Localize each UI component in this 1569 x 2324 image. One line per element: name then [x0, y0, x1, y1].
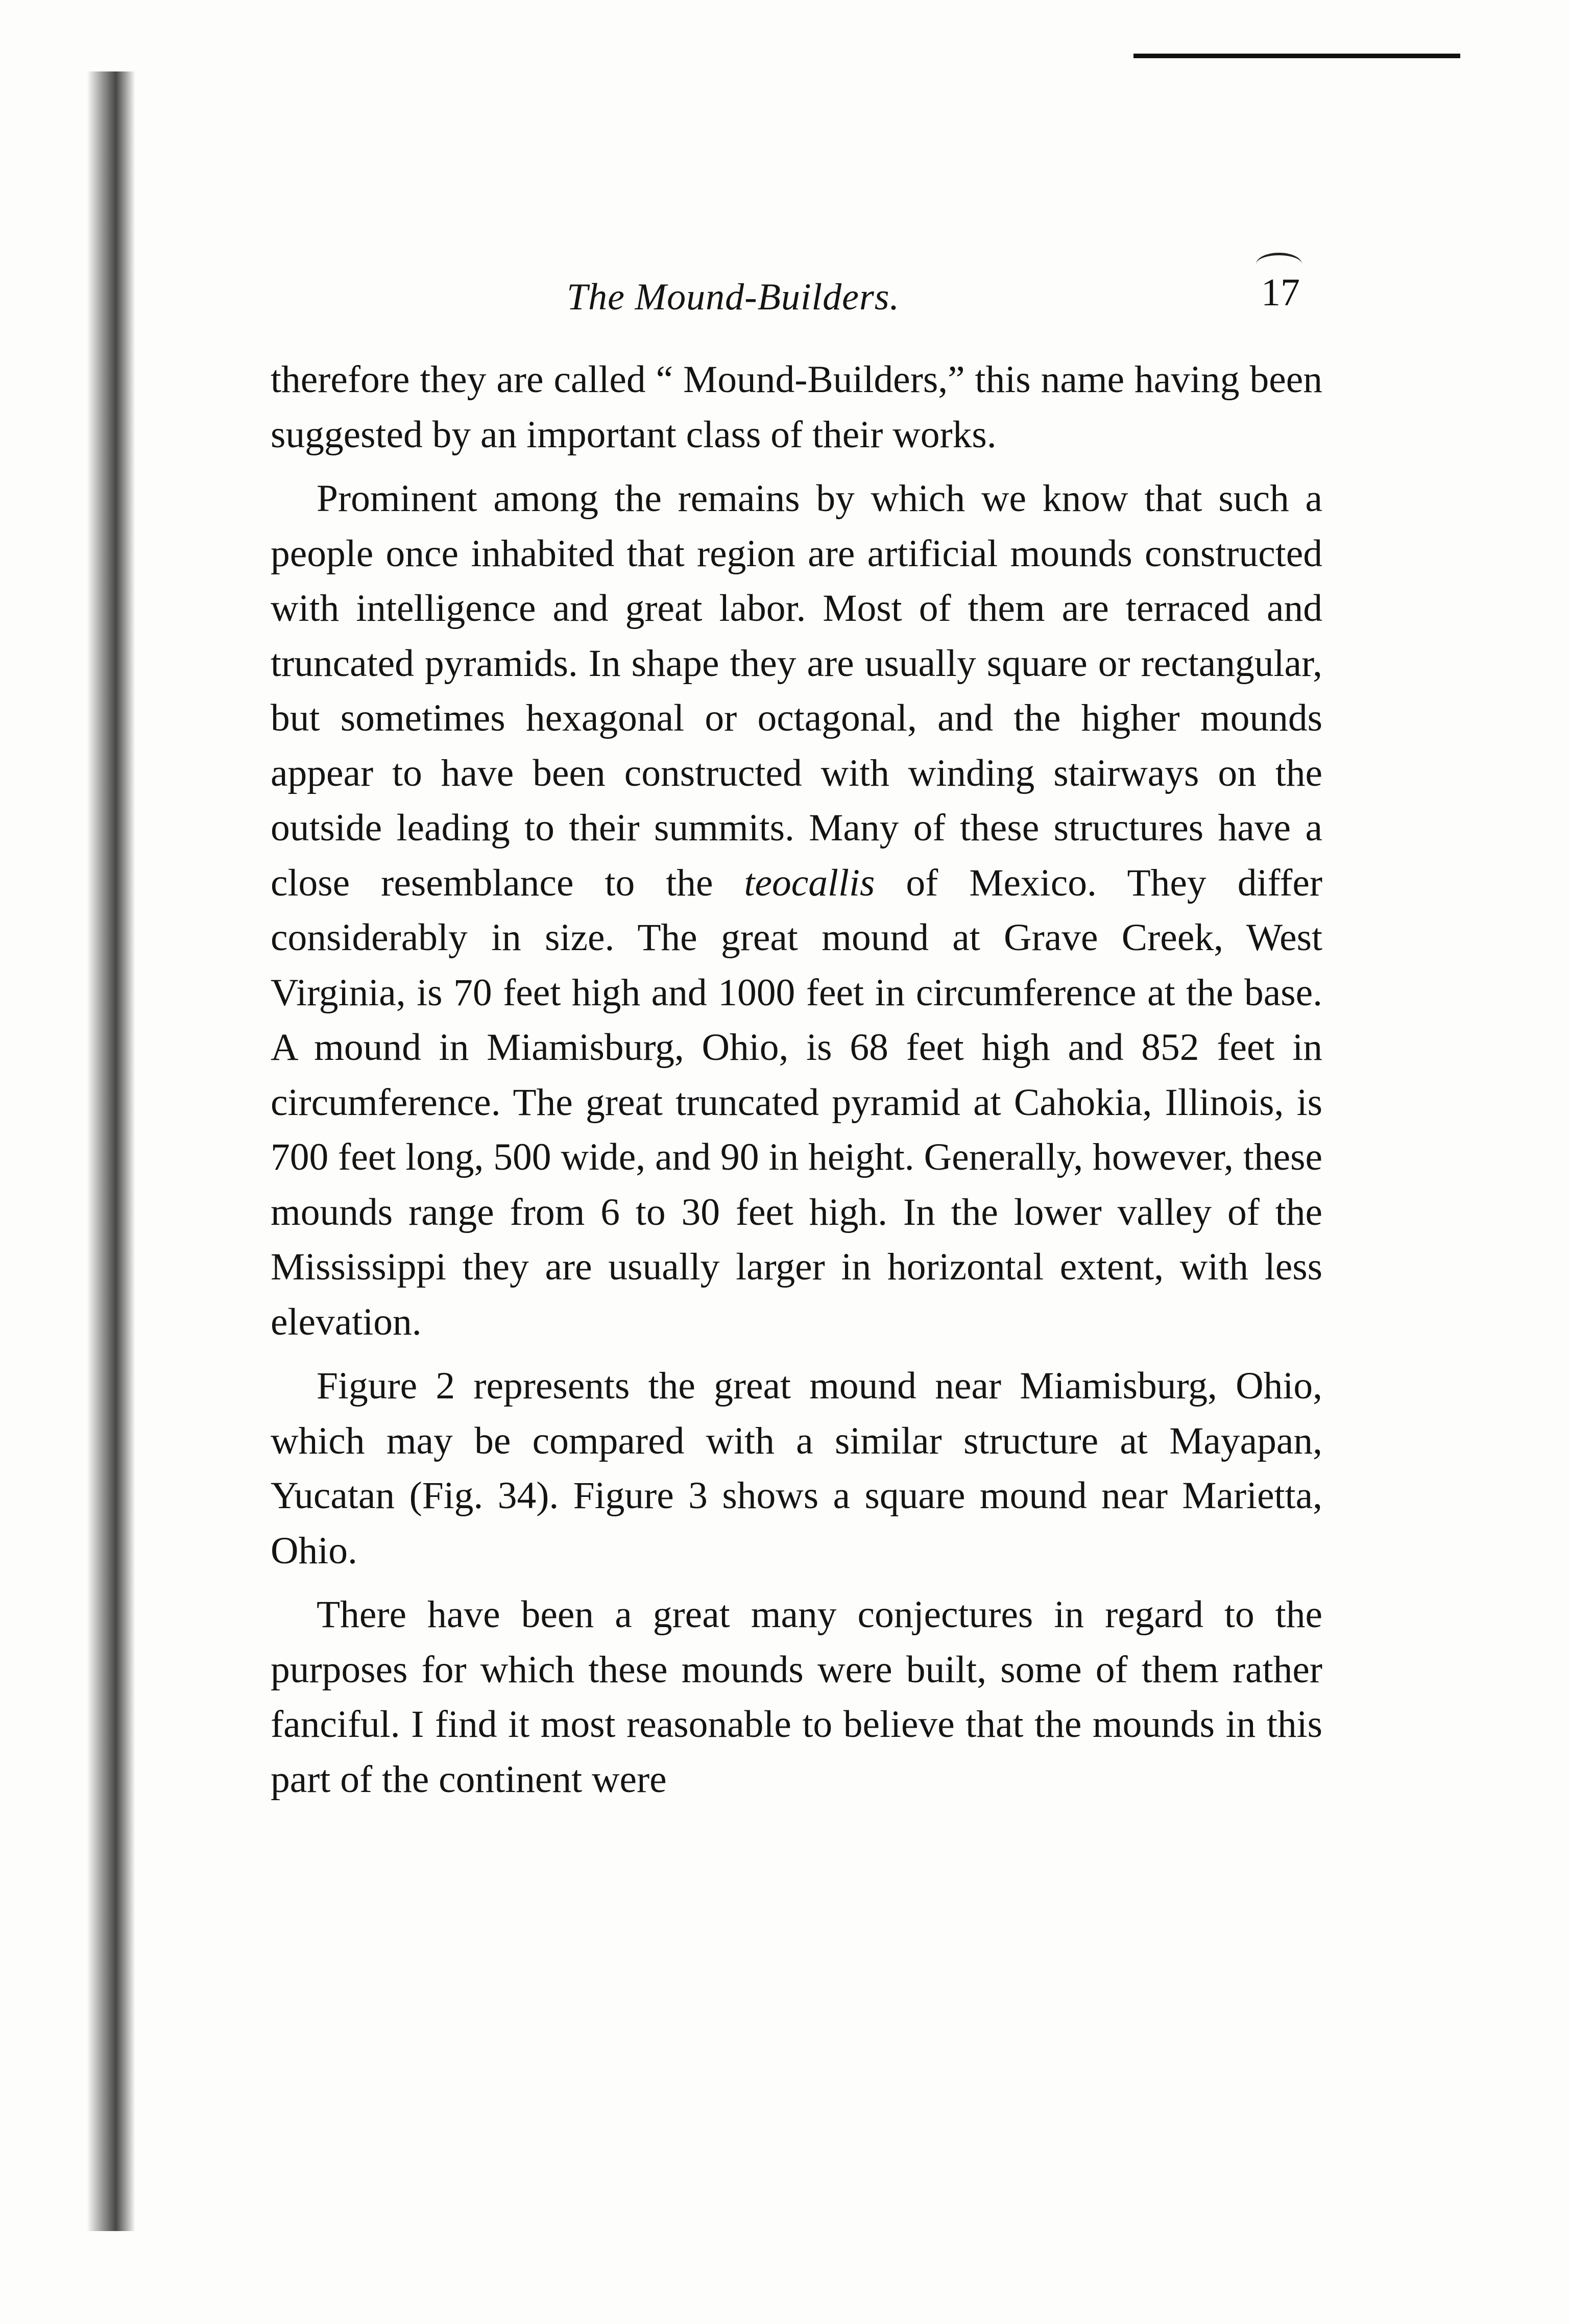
body-text — [271, 352, 1322, 1807]
paragraph-4: There have been a great many conjectures in regard to the purposes for which these mounds were built, some of them rather fanciful. I find it most reasonable to believe that the mounds in this part of the continent were — [271, 1593, 1322, 1801]
paragraph-2-part-2: of Mexico. They differ considerably in size. The great mound at Grave Creek, West Virginia, is 70 feet high and 1000 feet in circumference at the base. A mound in Miamisburg, Ohio, is 68 feet high and 852 feet in circumference. The great truncated pyramid at Cahokia, Illinois, is 700 feet long, 500 wide, and 90 in height. Generally, however, these mounds range from 6 to 30 feet high. In the lower valley of the Mississippi they are usually larger in horizontal extent, with less elevation. — [271, 861, 1322, 1343]
top-rule — [1133, 54, 1460, 58]
paragraph-2-part-1: Prominent among the remains by which we know that such a people once inhabited that region are artificial mounds constructed with intelligence and great labor. Most of them are terraced and truncated pyramids. In shape they are usually square or rectangular, but sometimes hexagonal or octagonal, and the higher mounds appear to have been constructed with winding stairways on the outside leading to their summits. Many of these structures have a close resemblance to the — [271, 477, 1322, 904]
running-title: The Mound-Builders. — [567, 276, 900, 318]
binding-shadow — [87, 71, 135, 2231]
paragraph-2 — [271, 471, 1322, 1349]
paragraph-3: Figure 2 represents the great mound near Miamisburg, Ohio, which may be compared with a similar structure at Mayapan, Yucatan (Fig. 34). Figure 3 shows a square mound near Marietta, Ohio. — [271, 1365, 1322, 1572]
italic-term: teocallis — [744, 861, 875, 904]
paragraph-1: therefore they are called “ Mound-Builders,” this name having been suggested by an important class of their works. — [271, 358, 1322, 456]
page-number: 17 — [1261, 271, 1300, 314]
